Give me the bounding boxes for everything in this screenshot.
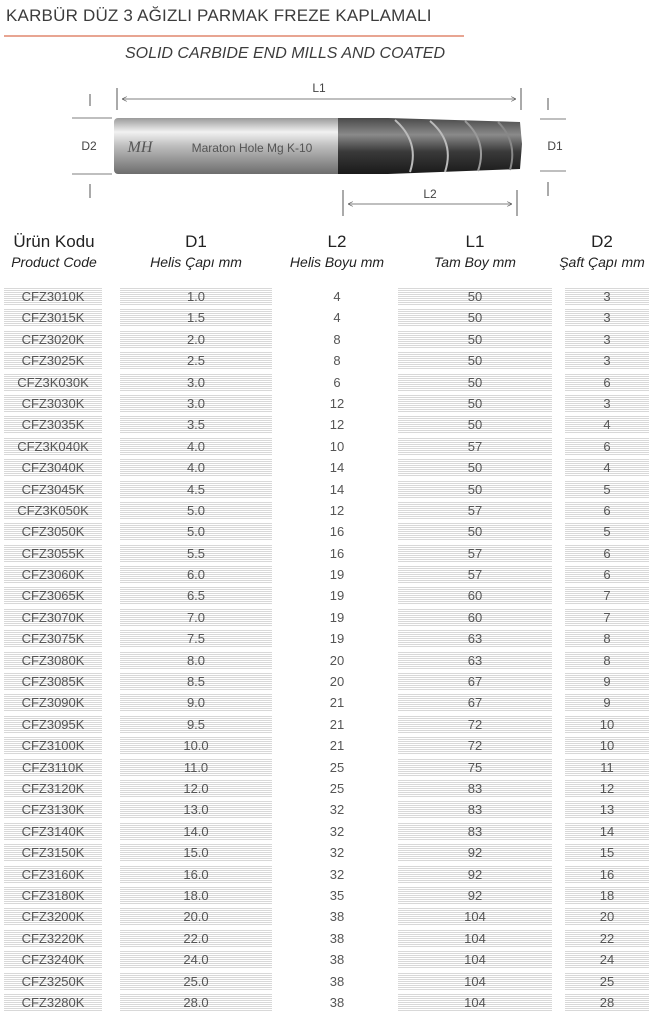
table-row [0, 521, 652, 542]
l1-cell: 67 [398, 672, 552, 691]
l2-cell: 25 [329, 759, 345, 775]
d2-cell: 6 [565, 501, 649, 520]
d1-cell: 3.0 [120, 394, 272, 413]
product-code-cell: CFZ3045K [4, 480, 102, 499]
product-code-cell: CFZ3120K [4, 779, 102, 798]
table-row [0, 971, 652, 992]
l2-cell: 4 [333, 289, 341, 304]
product-code-cell: CFZ3130K [4, 800, 102, 819]
d2-cell: 3 [565, 351, 649, 370]
d1-cell: 11.0 [120, 758, 272, 777]
d2-cell: 15 [565, 843, 649, 862]
product-code-cell: CFZ3220K [4, 929, 102, 948]
product-code-cell: CFZ3095K [4, 715, 102, 734]
d1-cell: 1.5 [120, 308, 272, 327]
table-row [0, 372, 652, 393]
table-row [0, 778, 652, 799]
l2-cell: 20 [329, 674, 345, 690]
d2-cell: 28 [565, 993, 649, 1012]
d1-cell: 14.0 [120, 822, 272, 841]
table-row [0, 949, 652, 970]
table-row [0, 757, 652, 778]
d2-cell: 3 [565, 394, 649, 413]
product-code-cell: CFZ3015K [4, 308, 102, 327]
l1-cell: 57 [398, 437, 552, 456]
d2-cell: 6 [565, 544, 649, 563]
d1-cell: 6.5 [120, 586, 272, 605]
column-header-l2: L2 Helis Boyu mm [289, 232, 385, 270]
product-code-cell: CFZ3110K [4, 758, 102, 777]
product-code-cell: CFZ3280K [4, 993, 102, 1012]
d2-cell: 14 [565, 822, 649, 841]
tool-coated-body [338, 118, 388, 174]
product-code-cell: CFZ3250K [4, 972, 102, 991]
l2-cell: 38 [329, 952, 345, 968]
d2-label: D2 [81, 139, 97, 153]
table-row [0, 692, 652, 713]
d1-cell: 5.0 [120, 522, 272, 541]
d2-cell: 3 [565, 308, 649, 327]
d1-cell: 3.5 [120, 415, 272, 434]
d2-cell: 10 [565, 736, 649, 755]
tool-engraving: Maraton Hole Mg K-10 [191, 141, 313, 155]
product-code-cell: CFZ3040K [4, 458, 102, 477]
l2-cell: 10 [329, 438, 345, 454]
l2-cell: 21 [329, 738, 345, 754]
table-row [0, 842, 652, 863]
l2-cell: 21 [329, 716, 345, 732]
l1-cell: 50 [398, 373, 552, 392]
l1-cell: 60 [398, 608, 552, 627]
l2-cell: 12 [329, 417, 345, 433]
product-code-cell: CFZ3160K [4, 865, 102, 884]
l1-cell: 104 [398, 950, 552, 969]
l1-cell: 72 [398, 715, 552, 734]
d1-cell: 3.0 [120, 373, 272, 392]
l2-cell: 4 [333, 310, 341, 326]
table-row [0, 821, 652, 842]
product-code-cell: CFZ3025K [4, 351, 102, 370]
table-row [0, 350, 652, 371]
d2-cell: 4 [565, 415, 649, 434]
l1-cell: 63 [398, 651, 552, 670]
d2-cell: 11 [565, 758, 649, 777]
d2-cell: 5 [565, 480, 649, 499]
l1-cell: 50 [398, 287, 552, 306]
l2-cell: 32 [329, 802, 345, 818]
d1-cell: 24.0 [120, 950, 272, 969]
l1-cell: 50 [398, 480, 552, 499]
l1-cell: 57 [398, 565, 552, 584]
l1-cell: 57 [398, 544, 552, 563]
l1-cell: 104 [398, 929, 552, 948]
l2-cell: 32 [329, 866, 345, 882]
d1-cell: 25.0 [120, 972, 272, 991]
page-subtitle: SOLID CARBIDE END MILLS AND COATED [124, 45, 446, 62]
d1-cell: 6.0 [120, 565, 272, 584]
product-code-cell: CFZ3K050K [4, 501, 102, 520]
table-row [0, 992, 652, 1013]
product-code-cell: CFZ3150K [4, 843, 102, 862]
table-row [0, 500, 652, 521]
d2-cell: 6 [565, 565, 649, 584]
product-code-cell: CFZ3180K [4, 886, 102, 905]
d2-cell: 8 [565, 651, 649, 670]
d2-cell: 24 [565, 950, 649, 969]
d2-cell: 9 [565, 693, 649, 712]
d1-cell: 8.0 [120, 651, 272, 670]
product-code-cell: CFZ3240K [4, 950, 102, 969]
l1-cell: 57 [398, 501, 552, 520]
product-code-cell: CFZ3020K [4, 330, 102, 349]
l2-cell: 16 [329, 545, 345, 561]
l1-cell: 50 [398, 394, 552, 413]
d2-cell: 22 [565, 929, 649, 948]
title-underline [4, 35, 464, 37]
table-row [0, 393, 652, 414]
product-code-cell: CFZ3060K [4, 565, 102, 584]
tool-logo: MH [127, 139, 153, 156]
d1-cell: 9.0 [120, 693, 272, 712]
l1-cell: 63 [398, 629, 552, 648]
d1-cell: 4.5 [120, 480, 272, 499]
table-row [0, 650, 652, 671]
d1-cell: 20.0 [120, 907, 272, 926]
product-code-cell: CFZ3085K [4, 672, 102, 691]
d2-cell: 16 [565, 865, 649, 884]
d2-cell: 6 [565, 437, 649, 456]
table-row [0, 735, 652, 756]
d2-cell: 20 [565, 907, 649, 926]
d1-cell: 18.0 [120, 886, 272, 905]
l2-cell: 35 [329, 887, 345, 903]
table-row [0, 928, 652, 949]
l1-cell: 50 [398, 351, 552, 370]
d1-cell: 13.0 [120, 800, 272, 819]
table-row [0, 864, 652, 885]
d2-cell: 3 [565, 287, 649, 306]
l2-cell: 6 [333, 374, 341, 390]
product-code-cell: CFZ3080K [4, 651, 102, 670]
table-header [0, 232, 652, 276]
product-code-cell: CFZ3K030K [4, 373, 102, 392]
d1-label: D1 [547, 139, 563, 153]
l1-cell: 50 [398, 415, 552, 434]
d2-cell: 6 [565, 373, 649, 392]
l2-cell: 25 [329, 780, 345, 796]
table-row [0, 286, 652, 307]
l1-cell: 92 [398, 843, 552, 862]
table-row [0, 436, 652, 457]
d1-cell: 7.5 [120, 629, 272, 648]
l2-cell: 8 [333, 331, 341, 347]
product-code-cell: CFZ3030K [4, 394, 102, 413]
l2-cell: 32 [329, 845, 345, 861]
l2-label: L2 [423, 187, 437, 201]
d1-cell: 16.0 [120, 865, 272, 884]
column-header-l1: L1 Tam Boy mm [434, 232, 516, 270]
product-code-cell: CFZ3140K [4, 822, 102, 841]
l2-cell: 12 [329, 502, 345, 518]
l1-cell: 50 [398, 308, 552, 327]
table-row [0, 457, 652, 478]
product-code-cell: CFZ3K040K [4, 437, 102, 456]
product-code-cell: CFZ3070K [4, 608, 102, 627]
l1-cell: 83 [398, 822, 552, 841]
l2-cell: 38 [329, 973, 345, 989]
l2-cell: 38 [329, 909, 345, 925]
end-mill-diagram [0, 72, 652, 230]
table-row [0, 671, 652, 692]
d2-cell: 25 [565, 972, 649, 991]
l1-cell: 50 [398, 458, 552, 477]
d1-cell: 5.0 [120, 501, 272, 520]
l1-cell: 92 [398, 865, 552, 884]
d2-cell: 3 [565, 330, 649, 349]
l2-cell: 14 [329, 481, 345, 497]
table-row [0, 607, 652, 628]
table-row [0, 543, 652, 564]
d1-cell: 4.0 [120, 458, 272, 477]
l1-cell: 92 [398, 886, 552, 905]
l2-cell: 38 [329, 994, 345, 1010]
l2-cell: 19 [329, 588, 345, 604]
d1-cell: 2.0 [120, 330, 272, 349]
l2-cell: 21 [329, 695, 345, 711]
d1-cell: 22.0 [120, 929, 272, 948]
l1-cell: 104 [398, 972, 552, 991]
d2-cell: 8 [565, 629, 649, 648]
l2-cell: 14 [329, 460, 345, 476]
product-code-cell: CFZ3090K [4, 693, 102, 712]
product-code-cell: CFZ3065K [4, 586, 102, 605]
table-row [0, 307, 652, 328]
l2-cell: 8 [333, 353, 341, 369]
product-table [0, 286, 652, 1013]
d2-cell: 5 [565, 522, 649, 541]
table-row [0, 479, 652, 500]
l1-cell: 60 [398, 586, 552, 605]
l2-cell: 38 [329, 930, 345, 946]
table-row [0, 906, 652, 927]
l2-cell: 16 [329, 524, 345, 540]
l1-cell: 50 [398, 330, 552, 349]
d1-cell: 8.5 [120, 672, 272, 691]
d1-cell: 5.5 [120, 544, 272, 563]
d1-cell: 1.0 [120, 287, 272, 306]
l1-cell: 83 [398, 800, 552, 819]
column-header-d2: D2 Şaft Çapı mm [559, 232, 645, 270]
d1-cell: 12.0 [120, 779, 272, 798]
table-row [0, 799, 652, 820]
table-row [0, 414, 652, 435]
product-code-cell: CFZ3100K [4, 736, 102, 755]
l2-cell: 19 [329, 567, 345, 583]
d2-cell: 12 [565, 779, 649, 798]
l2-cell: 20 [329, 652, 345, 668]
d2-cell: 7 [565, 608, 649, 627]
d1-cell: 2.5 [120, 351, 272, 370]
d2-cell: 18 [565, 886, 649, 905]
table-row [0, 585, 652, 606]
d1-cell: 10.0 [120, 736, 272, 755]
column-header-d1: D1 Helis Çapı mm [150, 232, 242, 270]
table-row [0, 564, 652, 585]
l2-cell: 19 [329, 631, 345, 647]
l1-label: L1 [312, 81, 326, 95]
l1-cell: 104 [398, 907, 552, 926]
page-title: KARBÜR DÜZ 3 AĞIZLI PARMAK FREZE KAPLAMALI [6, 6, 432, 25]
l1-cell: 67 [398, 693, 552, 712]
l1-cell: 50 [398, 522, 552, 541]
table-row [0, 885, 652, 906]
l1-cell: 72 [398, 736, 552, 755]
product-code-cell: CFZ3050K [4, 522, 102, 541]
product-code-cell: CFZ3055K [4, 544, 102, 563]
column-header-product-code: Ürün Kodu Product Code [11, 232, 97, 270]
l2-cell: 32 [329, 823, 345, 839]
l2-cell: 12 [329, 395, 345, 411]
d2-cell: 4 [565, 458, 649, 477]
d1-cell: 15.0 [120, 843, 272, 862]
l1-cell: 75 [398, 758, 552, 777]
d1-cell: 7.0 [120, 608, 272, 627]
d2-cell: 10 [565, 715, 649, 734]
product-code-cell: CFZ3200K [4, 907, 102, 926]
table-row [0, 714, 652, 735]
d2-cell: 9 [565, 672, 649, 691]
d2-cell: 13 [565, 800, 649, 819]
d1-cell: 28.0 [120, 993, 272, 1012]
product-code-cell: CFZ3075K [4, 629, 102, 648]
d2-cell: 7 [565, 586, 649, 605]
product-code-cell: CFZ3035K [4, 415, 102, 434]
l2-cell: 19 [329, 609, 345, 625]
l1-cell: 83 [398, 779, 552, 798]
product-code-cell: CFZ3010K [4, 287, 102, 306]
d1-cell: 9.5 [120, 715, 272, 734]
l1-cell: 104 [398, 993, 552, 1012]
table-row [0, 628, 652, 649]
table-row [0, 329, 652, 350]
d1-cell: 4.0 [120, 437, 272, 456]
